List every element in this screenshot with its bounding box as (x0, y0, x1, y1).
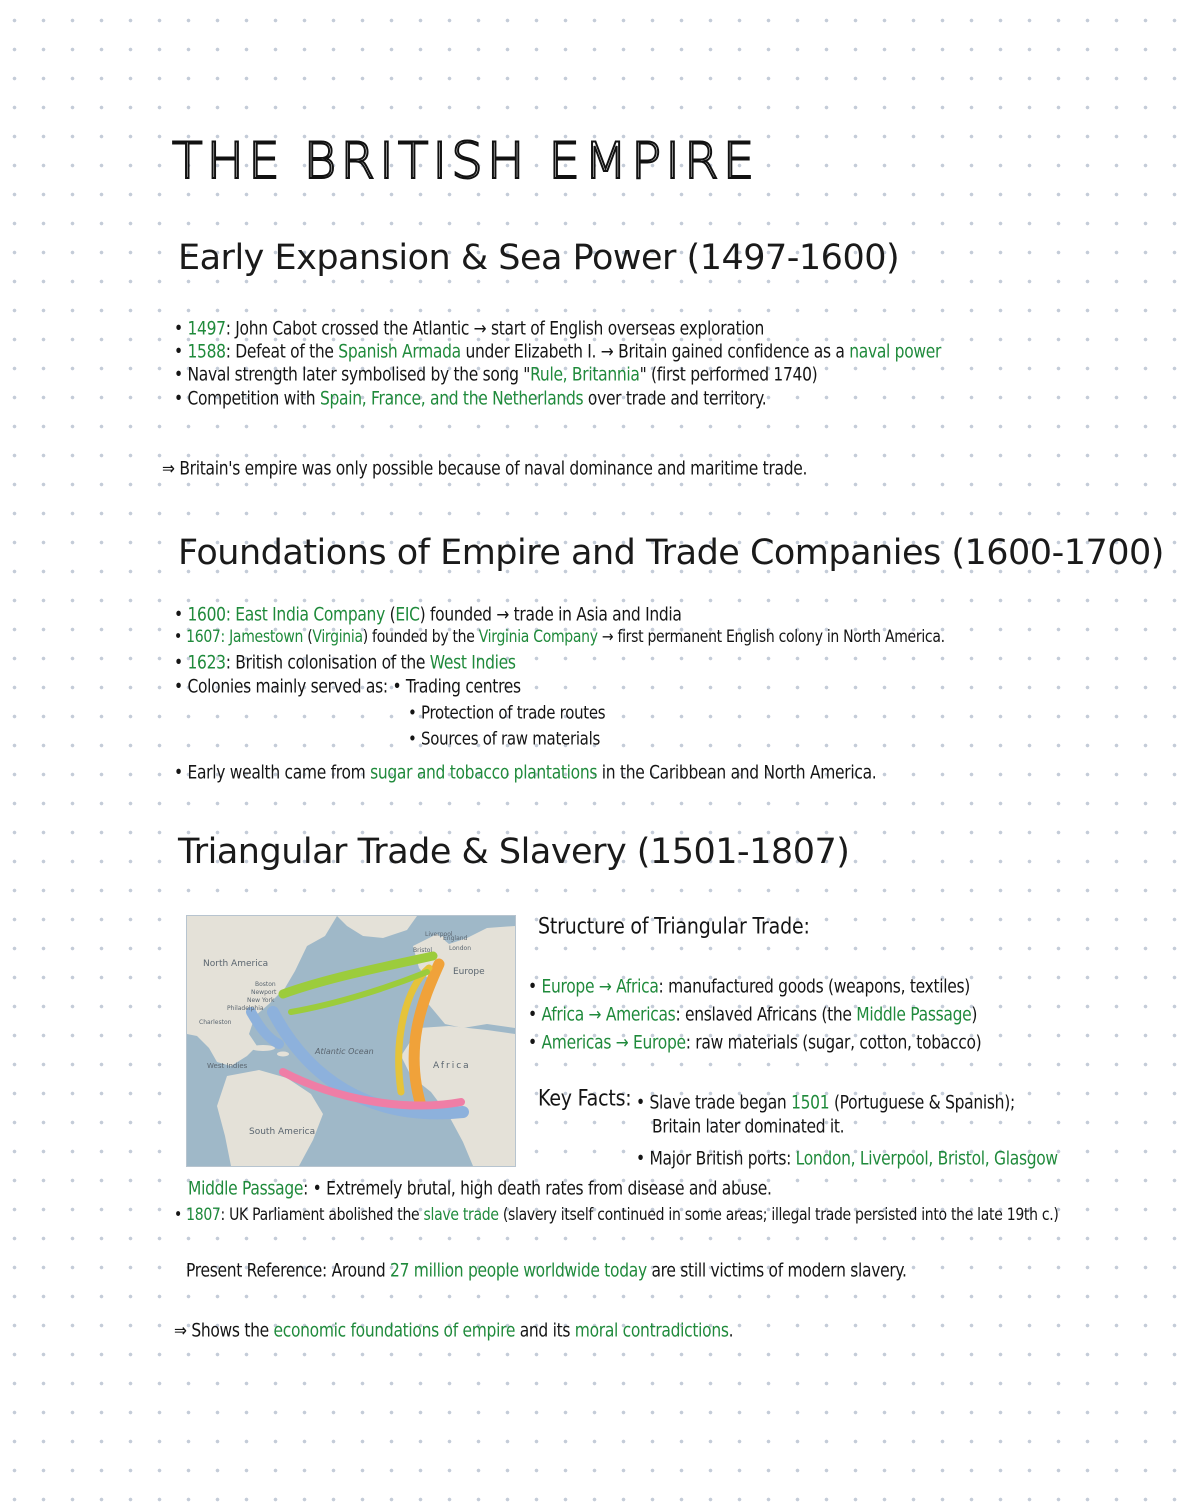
abolition-note (174, 1206, 1059, 1225)
text-segment: are still victims of modern slavery. (646, 1260, 907, 1282)
text-segment: : British colonisation of the (225, 652, 430, 674)
text-segment: • (174, 341, 188, 363)
text-segment: : John Cabot crossed the Atlantic → start of English overseas exploration (225, 318, 764, 340)
map-label: New York (247, 997, 275, 1004)
section-heading-early-expansion: Early Expansion & Sea Power (1497-1600) (178, 238, 900, 278)
section-heading-triangular-trade: Triangular Trade & Slavery (1501-1807) (178, 832, 850, 872)
highlight-text: Americas → Europe (541, 1032, 686, 1054)
highlight-text: 1600: East India Company (187, 604, 385, 626)
map-label: Philadelphia (227, 1005, 264, 1012)
highlight-text: 27 million people worldwide today (390, 1260, 647, 1282)
bullet-line (174, 364, 817, 385)
highlight-text: Spain, France, and the Netherlands (319, 388, 584, 410)
highlight-text: West Indies (429, 652, 516, 674)
key-fact (636, 1092, 1015, 1113)
highlight-text: slave trade (423, 1206, 499, 1225)
map-label: Africa (433, 1061, 471, 1071)
highlight-text: 1588 (187, 341, 226, 363)
text-segment: Britain later dominated it. (652, 1116, 845, 1138)
text-segment: ( (384, 604, 396, 626)
map-label: North America (203, 959, 269, 969)
map-label: Bristol (413, 947, 433, 954)
text-segment: (slavery itself continued in some areas; illegal trade persisted into the late 19th c.) (498, 1206, 1059, 1225)
text-segment: → first permanent English colony in North America. (597, 628, 945, 647)
text-segment: ) (971, 1004, 978, 1026)
highlight-text: 1623 (187, 652, 226, 674)
page-title: THE BRITISH EMPIRE (172, 132, 759, 190)
text-segment: • (174, 1206, 187, 1225)
highlight-text: Spanish Armada (338, 341, 461, 363)
middle-passage-note (188, 1178, 772, 1199)
highlight-text: Rule, Britannia (530, 364, 640, 386)
highlight-text: Europe → Africa (541, 976, 659, 998)
key-fact (636, 1148, 1058, 1169)
text-segment: : • Extremely brutal, high death rates from disease and abuse. (303, 1178, 772, 1200)
highlight-text: Africa → Americas (541, 1004, 676, 1026)
highlight-text: 1607: Jamestown (186, 628, 304, 647)
map-label: Boston (255, 981, 276, 988)
map-label: Liverpool (425, 931, 453, 938)
map-label: Europe (453, 967, 485, 977)
highlight-text: Middle Passage (188, 1178, 304, 1200)
sub-bullet: • Sources of raw materials (408, 728, 600, 750)
text-segment: : Defeat of the (225, 341, 339, 363)
highlight-text: 1501 (791, 1092, 830, 1114)
map-label: Atlantic Ocean (315, 1047, 374, 1056)
highlight-text: 1497 (187, 318, 226, 340)
text-segment: . (728, 1320, 734, 1342)
highlight-text: Virginia Company (478, 628, 598, 647)
structure-item (528, 1004, 977, 1025)
bullet-line (174, 318, 764, 339)
text-segment: ) founded → trade in Asia and India (419, 604, 682, 626)
text-segment: • (528, 976, 542, 998)
text-segment: : manufactured goods (weapons, textiles) (658, 976, 970, 998)
bullet-line (174, 762, 876, 783)
text-segment: • Competition with (174, 388, 320, 410)
text-segment: • Colonies mainly served as: • Trading centres (174, 676, 521, 698)
text-segment: : raw materials (sugar, cotton, tobacco) (685, 1032, 982, 1054)
bullet-line (174, 676, 521, 697)
map-label: London (449, 945, 471, 952)
text-segment: over trade and territory. (583, 388, 767, 410)
text-segment: in the Caribbean and North America. (597, 762, 877, 784)
text-segment: ( (303, 628, 313, 647)
text-segment: • (528, 1032, 542, 1054)
map-image (187, 916, 515, 1166)
highlight-text: EIC (395, 604, 420, 626)
highlight-text: 1807 (186, 1206, 221, 1225)
key-fact (652, 1116, 844, 1137)
text-segment: • (174, 652, 188, 674)
bullet-line (174, 341, 941, 362)
text-segment: : UK Parliament abolished the (220, 1206, 424, 1225)
bullet-line (174, 604, 682, 625)
structure-heading: Structure of Triangular Trade: (538, 914, 810, 940)
highlight-text: London, Liverpool, Bristol, Glasgow (795, 1148, 1058, 1170)
section-heading-foundations: Foundations of Empire and Trade Companies (1600-1700) (178, 533, 1164, 573)
text-segment: " (first performed 1740) (639, 364, 818, 386)
map-label: West Indies (207, 1062, 248, 1070)
text-segment: ) founded by the (362, 628, 479, 647)
section-conclusion: ⇒ Britain's empire was only possible because of naval dominance and maritime trade. (162, 458, 808, 480)
highlight-text: sugar and tobacco plantations (370, 762, 598, 784)
text-segment: • Major British ports: (636, 1148, 796, 1170)
map-label: South America (249, 1127, 316, 1137)
text-segment: : enslaved Africans (the (675, 1004, 857, 1026)
text-segment: (Portuguese & Spanish); (829, 1092, 1015, 1114)
text-segment: and its (515, 1320, 575, 1342)
triangular-trade-map (186, 915, 516, 1167)
key-facts-label: Key Facts: (538, 1086, 632, 1112)
bullet-line (174, 388, 766, 409)
text-segment: • Slave trade began (636, 1092, 792, 1114)
structure-item (528, 1032, 981, 1053)
present-reference (186, 1260, 907, 1281)
text-segment: • Naval strength later symbolised by the song " (174, 364, 531, 386)
highlight-text: Virginia (312, 628, 363, 647)
highlight-text: naval power (849, 341, 942, 363)
text-segment: under Elizabeth I. → Britain gained confidence as a (460, 341, 850, 363)
bullet-line (174, 628, 945, 647)
text-segment: • (174, 628, 187, 647)
text-segment: ⇒ Shows the (174, 1320, 274, 1342)
map-label: Charleston (199, 1019, 232, 1026)
highlight-text: Middle Passage (856, 1004, 972, 1026)
structure-item (528, 976, 970, 997)
final-conclusion (174, 1320, 733, 1341)
text-segment: • (174, 318, 188, 340)
highlight-text: economic foundations of empire (273, 1320, 516, 1342)
map-label: Newport (251, 989, 277, 996)
sub-bullet: • Protection of trade routes (408, 702, 606, 724)
bullet-line (174, 652, 516, 673)
text-segment: • Early wealth came from (174, 762, 371, 784)
highlight-text: moral contradictions (574, 1320, 729, 1342)
map-label: England (443, 935, 468, 942)
text-segment: • (174, 604, 188, 626)
caribbean-island (277, 1052, 289, 1057)
text-segment: Present Reference: Around (186, 1260, 391, 1282)
caribbean-island (251, 1045, 275, 1051)
text-segment: • (528, 1004, 542, 1026)
